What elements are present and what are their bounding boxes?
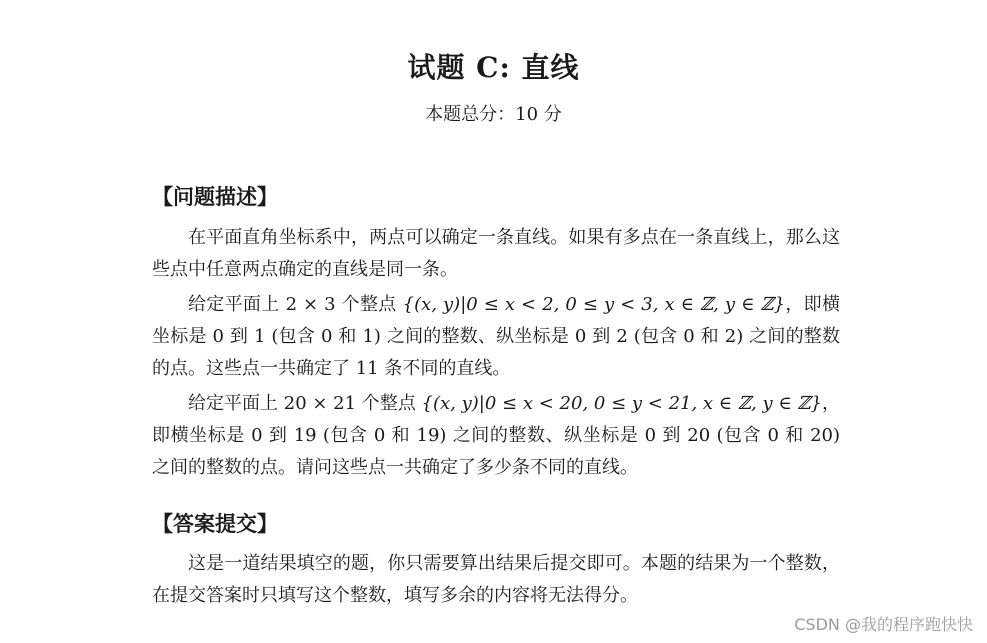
problem-title: 试题 C: 直线	[407, 51, 580, 84]
description-heading: 【问题描述】	[152, 184, 278, 209]
description-p3-set-notation: {(x, y)|0 ≤ x < 20, 0 ≤ y < 21, x ∈ ℤ, y ∈ ℤ}	[421, 393, 822, 414]
description-paragraph-3	[152, 388, 840, 484]
description-p3-pre: 给定平面上 20 × 21 个整点	[188, 393, 422, 414]
problem-score: 本题总分：10 分	[425, 104, 562, 125]
description-paragraph-1	[152, 222, 840, 286]
description-paragraph-2	[152, 289, 840, 385]
description-p2-post: ，即横坐标是 0 到 1 (包含 0 和 1) 之间的整数、纵坐标是 0 到 2 (包含 0 和 2) 之间的整数的点。这些点一共确定了 11 条不同的直线。	[152, 294, 840, 379]
description-p2-set-notation: {(x, y)|0 ≤ x < 2, 0 ≤ y < 3, x ∈ ℤ, y ∈ ℤ}	[402, 294, 786, 315]
description-p1-text: 在平面直角坐标系中，两点可以确定一条直线。如果有多点在一条直线上，那么这些点中任意两点确定的直线是同一条。	[152, 227, 840, 280]
csdn-watermark: CSDN @我的程序跑快快	[794, 615, 973, 634]
answer-p1-text: 这是一道结果填空的题，你只需要算出结果后提交即可。本题的结果为一个整数，在提交答案时只填写这个整数，填写多余的内容将无法得分。	[152, 553, 840, 606]
description-p2-pre: 给定平面上 2 × 3 个整点	[188, 294, 403, 315]
description-p3-post: ，即横坐标是 0 到 19 (包含 0 和 19) 之间的整数、纵坐标是 0 到 20 (包含 0 和 20) 之间的整数的点。请问这些点一共确定了多少条不同的直线。	[152, 393, 840, 478]
answer-heading: 【答案提交】	[152, 511, 278, 536]
answer-paragraph	[152, 548, 840, 612]
